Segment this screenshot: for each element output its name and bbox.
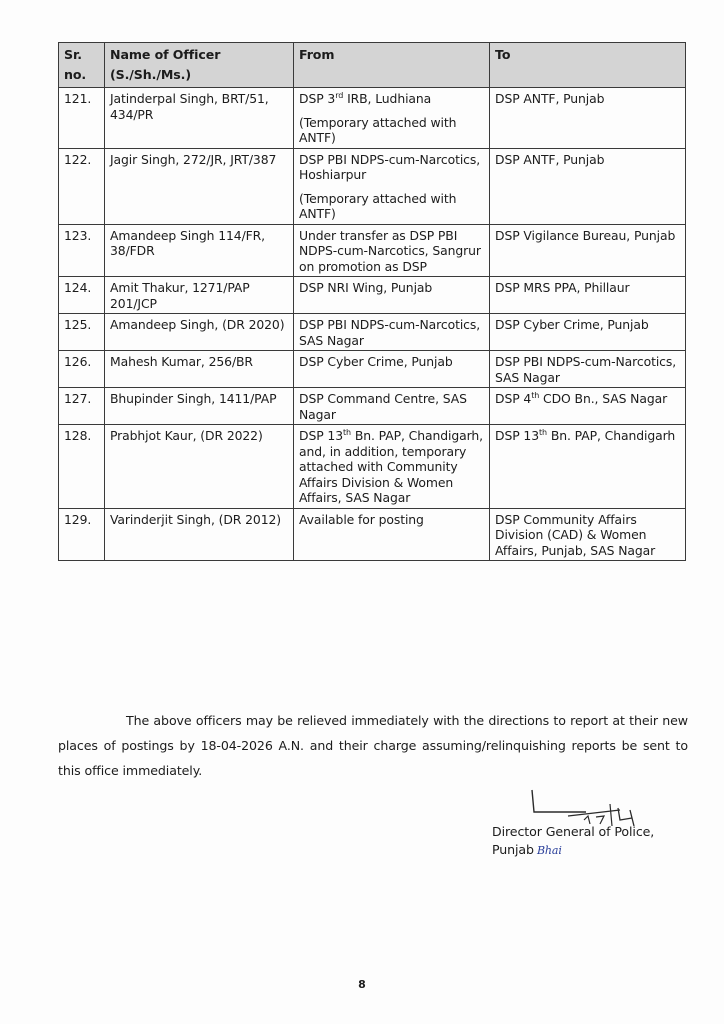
- from-text: DSP Command Centre, SAS Nagar: [299, 391, 467, 422]
- table-row: [59, 224, 686, 277]
- cell-sr-no: 123.: [59, 224, 105, 277]
- table-row: [59, 351, 686, 388]
- table-row: [59, 88, 686, 149]
- from-text: DSP PBI NDPS-cum-Narcotics, SAS Nagar: [299, 317, 481, 348]
- from-note: (Temporary attached with ANTF): [299, 114, 457, 145]
- cell-to: DSP PBI NDPS-cum-Narcotics, SAS Nagar: [490, 351, 686, 388]
- cell-sr-no: 126.: [59, 351, 105, 388]
- cell-to: DSP MRS PPA, Phillaur: [490, 277, 686, 314]
- header-name-line2: (S./Sh./Ms.): [110, 67, 191, 82]
- cell-officer-name: Amandeep Singh 114/FR, 38/FDR: [105, 224, 294, 277]
- instructions-paragraph: The above officers may be relieved immediately with the directions to report at their new places of postings by 18-04-2026 A.N. and their charge assuming/relinquishing reports be sent to this office immediately.: [58, 713, 688, 778]
- cell-from: [294, 224, 490, 277]
- cell-sr-no: 122.: [59, 148, 105, 224]
- handwritten-initials: Bhai: [536, 844, 562, 857]
- table-header-row: [59, 43, 686, 88]
- postings-table: [58, 42, 686, 561]
- table-row: [59, 388, 686, 425]
- from-text: DSP PBI NDPS-cum-Narcotics, Hoshiarpur: [299, 151, 481, 182]
- header-from: From: [294, 43, 490, 88]
- cell-sr-no: 128.: [59, 425, 105, 509]
- signatory-state: Punjab Bhai: [492, 842, 562, 857]
- cell-sr-no: 125.: [59, 314, 105, 351]
- signature-scribble-icon: [528, 786, 648, 826]
- signatory-designation: Director General of Police,: [492, 824, 655, 839]
- page-number: 8: [358, 978, 366, 991]
- cell-from: [294, 314, 490, 351]
- header-to: To: [490, 43, 686, 88]
- cell-sr-no: 129.: [59, 508, 105, 561]
- cell-to: DSP ANTF, Punjab: [490, 88, 686, 149]
- cell-sr-no: 127.: [59, 388, 105, 425]
- cell-sr-no: 124.: [59, 277, 105, 314]
- from-text: DSP 3rd IRB, Ludhiana: [299, 90, 432, 106]
- cell-to: DSP 4th CDO Bn., SAS Nagar: [490, 388, 686, 425]
- cell-to: DSP ANTF, Punjab: [490, 148, 686, 224]
- table-row: [59, 148, 686, 224]
- cell-to: DSP Vigilance Bureau, Punjab: [490, 224, 686, 277]
- table-row: [59, 425, 686, 509]
- cell-to: DSP 13th Bn. PAP, Chandigarh: [490, 425, 686, 509]
- from-text: DSP NRI Wing, Punjab: [299, 280, 433, 295]
- table-row: [59, 314, 686, 351]
- header-name-of-officer: [105, 43, 294, 88]
- signature-block: [492, 823, 654, 860]
- cell-officer-name: Jatinderpal Singh, BRT/51, 434/PR: [105, 88, 294, 149]
- from-note: (Temporary attached with ANTF): [299, 190, 457, 221]
- header-sr-no: Sr. no.: [59, 43, 105, 88]
- cell-from: [294, 388, 490, 425]
- cell-officer-name: Prabhjot Kaur, (DR 2022): [105, 425, 294, 509]
- from-text: DSP Cyber Crime, Punjab: [299, 354, 453, 369]
- from-text: DSP 13th Bn. PAP, Chandigarh, and, in addition, temporary attached with Community Affairs Division & Women Affairs, SAS Nagar: [299, 427, 483, 505]
- cell-from: [294, 277, 490, 314]
- from-text: Available for posting: [299, 511, 424, 527]
- table-row: [59, 277, 686, 314]
- cell-sr-no: 121.: [59, 88, 105, 149]
- table-row: [59, 508, 686, 561]
- cell-from: [294, 425, 490, 509]
- cell-from: [294, 508, 490, 561]
- cell-from: [294, 88, 490, 149]
- cell-officer-name: Bhupinder Singh, 1411/PAP: [105, 388, 294, 425]
- cell-from: [294, 351, 490, 388]
- from-text: Under transfer as DSP PBI NDPS-cum-Narcotics, Sangrur on promotion as DSP: [299, 227, 481, 274]
- cell-officer-name: Amandeep Singh, (DR 2020): [105, 314, 294, 351]
- cell-officer-name: Amit Thakur, 1271/PAP 201/JCP: [105, 277, 294, 314]
- cell-officer-name: Mahesh Kumar, 256/BR: [105, 351, 294, 388]
- header-name-line1: Name of Officer: [110, 47, 221, 62]
- cell-to: DSP Community Affairs Division (CAD) & Women Affairs, Punjab, SAS Nagar: [490, 508, 686, 561]
- cell-from: [294, 148, 490, 224]
- cell-to: DSP Cyber Crime, Punjab: [490, 314, 686, 351]
- cell-officer-name: Jagir Singh, 272/JR, JRT/387: [105, 148, 294, 224]
- cell-officer-name: Varinderjit Singh, (DR 2012): [105, 508, 294, 561]
